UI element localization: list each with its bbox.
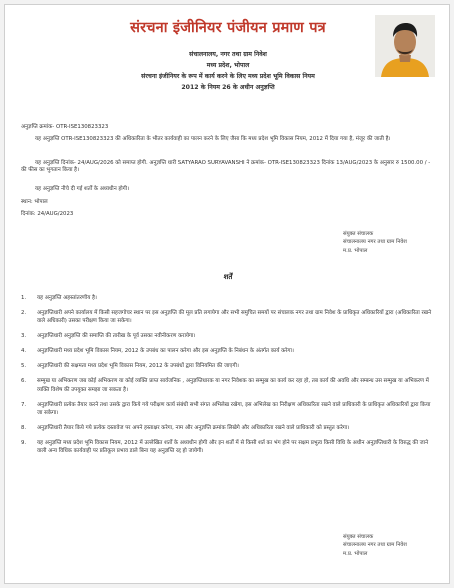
signatory-block-bottom: [343, 533, 407, 558]
signatory-location: म.प्र. भोपाल: [343, 247, 368, 254]
header-line-rule: 2012 के नियम 26 के अधीन अनुज्ञप्ति: [181, 84, 275, 91]
terms-heading: शर्तें: [223, 273, 233, 281]
signatory-designation: संयुक्त संचालक: [343, 231, 374, 237]
signatory-designation: संयुक्त संचालक: [343, 534, 374, 540]
certificate-page: [4, 4, 450, 584]
term-item: 7. अनुज्ञप्तिधारी प्रत्येक तैयार करने तथा उसके द्वारा किये गये परीक्षण कार्य संबंधी सभी संगत अभिलेख रखेगा, इस अभिलेख का निरीक्षण अधिकारिता रखने वाले प्राधिकारी के प्राधिकृत अधिकारियों द्वारा किया जा सकेगा।: [21, 401, 431, 416]
term-item: 8. अनुज्ञप्तिधारी तैयार किये गये प्रत्येक दस्तावेज पर अपने हस्ताक्षर करेगा, नाम और अनुज्ञप्ति क्रमांक लिखेगे और अधिकारिता रखने वाले प्राधिकारी को प्रस्तुत करेगा।: [21, 424, 350, 431]
signatory-location: म.प्र. भोपाल: [343, 550, 368, 557]
term-item: 6. सम्मुख या अभिकरण जब कोई अभिकरण या कोई व्यक्ति प्राप्त सार्वजनिक , अनुज्ञप्तिधारक या नगर निवेशक का सम्मुख का कार्य कर रहा हो, तब कार्य की अवधि और सम्बन्ध उस सम्मुख या अभिकरण में व्यक्ति विशेष की उपयुक्त समझा जा सकता है।: [21, 378, 429, 393]
certificate-title: संरचना इंजीनियर पंजीयन प्रमाण पत्र: [130, 20, 326, 36]
paragraph-expiry-fee: यह अनुज्ञप्ति दिनांक- 24/AUG/2026 को समाप्त होगी. अनुज्ञप्ति धारी SATYARAO SURYAVANSHI ने क्रमांक- OTR-ISE130823323 दिनांक 13/AUG/2023 के अनुसार रु 1500.00 / - की फीस का भुगतान किया है।: [21, 160, 431, 174]
signatory-office: संचालनालय नगर तथा ग्राम निवेश: [343, 542, 407, 549]
paragraph-grant: यह अनुज्ञप्ति OTR-ISE130823323 की अधिकारिता के भीतर कार्यवाही का पालन करने के लिए जैसा कि मध्य प्रदेश भूमि विकास नियम, 2012 में दिया गया है, मंजूर की जाती है।: [35, 136, 391, 142]
issue-date: दिनांक: 24/AUG/2023: [21, 211, 74, 217]
term-item: 3. अनुज्ञप्तिधारी अनुज्ञप्ति की समाप्ति की तारीख के पूर्व उसका नवीनीकरण करायेगा।: [21, 333, 196, 340]
place: स्थान: भोपाल: [21, 199, 48, 205]
license-number: अनुज्ञप्ति क्रमांक- OTR-ISE130823323: [21, 124, 109, 130]
signatory-block-top: [343, 230, 407, 255]
header-line-purpose: संरचना इंजीनियर के रूप में कार्य करने के लिए मध्य प्रदेश भूमि विकास नियम: [141, 73, 315, 80]
header-line-state: मध्य प्रदेश, भोपाल: [206, 62, 250, 69]
term-item: 9. यह अनुज्ञप्ति मध्य प्रदेश भूमि विकास नियम, 2012 में उल्लेखित शर्तों के अध्यधीन होगी और इन शर्तों में से किसी शर्त का भंग होने पर सक्षम प्रभुत्व किसी विधि के अधीन अनुज्ञप्तिधारी के विरुद्ध की जाने वाली अन्य विधिक कार्यवाही पर प्रतिकूल प्रभाव डाले बिना यह अनुज्ञप्ति रद्द हो जायेगी।: [21, 439, 429, 455]
term-item: 4. अनुज्ञप्तिधारी मध्य प्रदेश भूमि विकास नियम, 2012 के उपबंध का पालन करेगा और इस अनुज्ञप्ति के निबंधन के अंतर्गत कार्य करेगा।: [21, 348, 294, 355]
term-item: 2. अनुज्ञप्तिधारी अपने कार्यालय में किसी सहजगोचर स्थान पर इस अनुज्ञप्ति की मूल प्रति लगायेगा और सभी समुचित समयों पर संचालक नगर तथा ग्राम निवेश के प्राधिकृत अधिकारियों द्वारा (अधिकारिता रखने वाले अधिकारी) उसका परीक्षण किया जा सकेगा।: [21, 309, 432, 325]
term-item: 5. अनुज्ञप्तिधारी की सक्षमता मध्य प्रदेश भूमि विकास नियम, 2012 के उपबंधों द्वारा विनियमित की जाएगी।: [21, 363, 239, 370]
terms-list: [15, 294, 435, 462]
paragraph-conditions: यह अनुज्ञप्ति नीचे दी गई शर्तों के अध्यधीन होगी।: [35, 186, 130, 192]
header-line-directorate: संचालनालय, नगर तथा ग्राम निवेश: [189, 51, 267, 58]
term-item: 1. यह अनुज्ञप्ति अहस्तांतरणीय है।: [21, 295, 97, 301]
signatory-office: संचालनालय नगर तथा ग्राम निवेश: [343, 239, 407, 246]
